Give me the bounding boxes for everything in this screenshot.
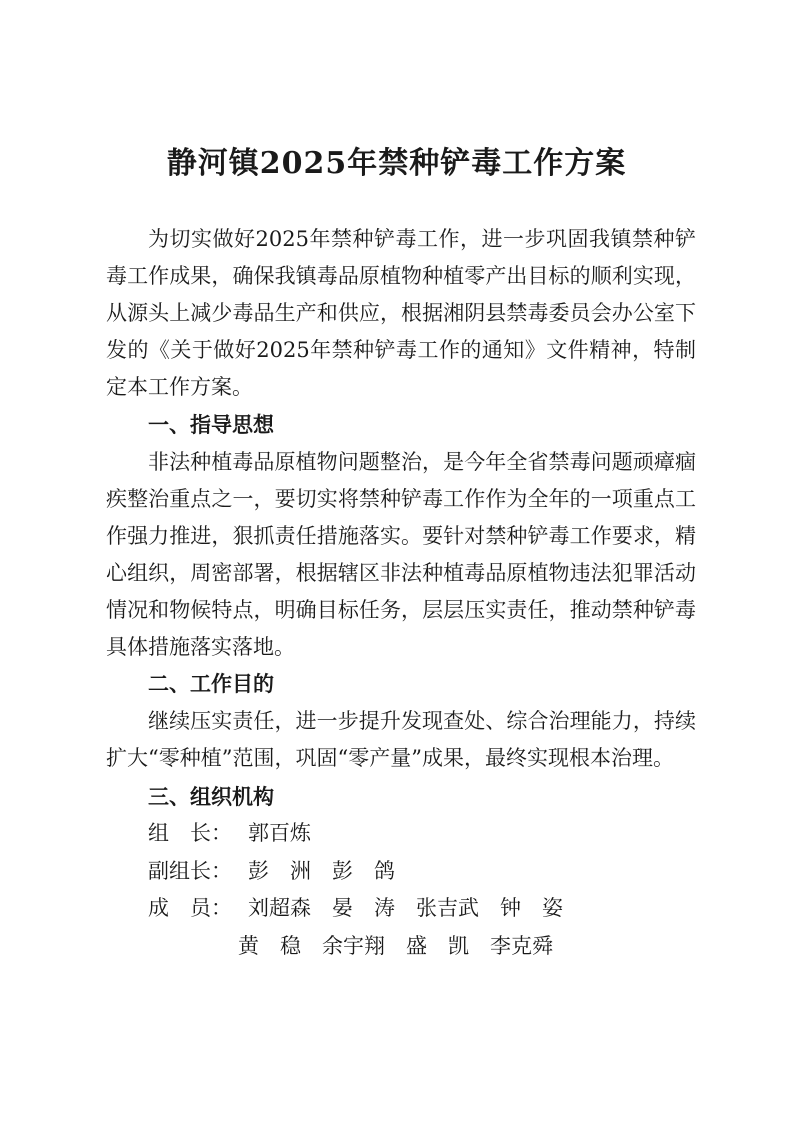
section-text-work-purpose: 继续压实责任，进一步提升发现查处、综合治理能力，持续扩大“零种植”范围，巩固“零产量”成果，最终实现根本治理。 <box>106 709 696 770</box>
org-role-deputy: 副组长： <box>148 859 232 883</box>
org-names-deputy: 彭 洲 彭 鸽 <box>248 859 395 883</box>
org-row-members <box>148 890 563 927</box>
org-row-members-continued <box>238 928 553 965</box>
section-heading-organization: 三、组织机构 <box>148 785 274 809</box>
org-role-members: 成 员： <box>148 896 232 920</box>
intro-paragraph: 为切实做好2025年禁种铲毒工作，进一步巩固我镇禁种铲毒工作成果，确保我镇毒品原植物种植零产出目标的顺利实现，从源头上减少毒品生产和供应，根据湘阴县禁毒委员会办公室下发的《关于做好2025年禁种铲毒工作的通知》文件精神，特制定本工作方案。 <box>106 227 696 399</box>
section-text-guiding-ideology: 非法种植毒品原植物问题整治，是今年全省禁毒问题顽瘴痼疾整治重点之一，要切实将禁种铲毒工作作为全年的一项重点工作强力推进，狠抓责任措施落实。要针对禁种铲毒工作要求，精心组织，周密部署，根据辖区非法种植毒品原植物违法犯罪活动情况和物候特点，明确目标任务，层层压实责任，推动禁种铲毒具体措施落实落地。 <box>106 450 696 659</box>
section-heading-guiding-ideology: 一、指导思想 <box>148 413 274 437</box>
org-row-deputy <box>148 853 395 890</box>
org-names-members-1: 刘超森 晏 涛 张吉武 钟 姿 <box>248 896 563 920</box>
org-role-leader: 组 长： <box>148 821 232 845</box>
section-heading-work-purpose: 二、工作目的 <box>148 672 274 696</box>
org-names-leader: 郭百炼 <box>248 821 311 845</box>
org-row-leader <box>148 815 311 852</box>
document-title: 静河镇2025年禁种铲毒工作方案 <box>166 146 627 181</box>
org-names-members-2: 黄 稳 余宇翔 盛 凯 李克舜 <box>238 934 553 958</box>
